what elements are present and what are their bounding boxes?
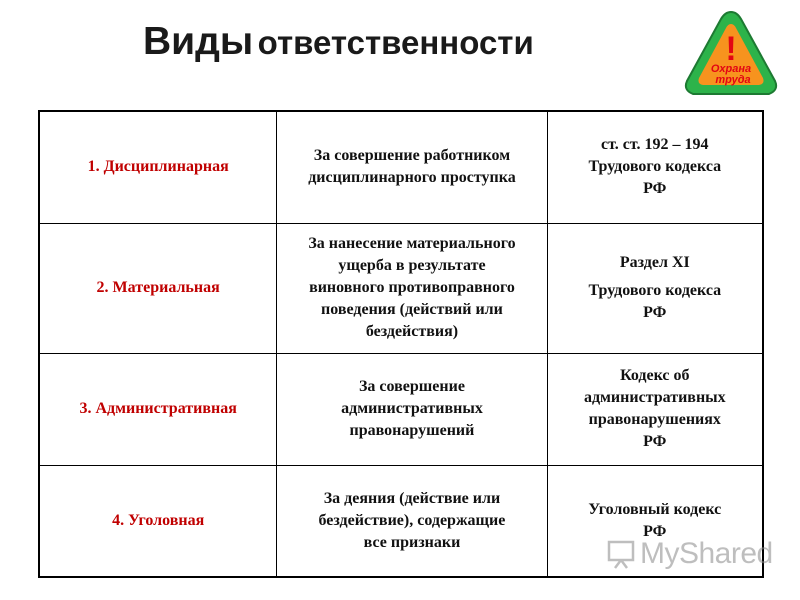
basis-line: За совершение работником xyxy=(313,147,511,165)
table-row xyxy=(39,353,763,465)
basis-line: ущерба в результате xyxy=(338,257,486,274)
law-line: Уголовный кодекс xyxy=(588,500,722,518)
law-line: РФ xyxy=(643,180,667,198)
basis-line: поведения (действий или xyxy=(321,301,503,318)
legal-source xyxy=(547,111,763,223)
slide-title xyxy=(143,22,534,61)
slide-title-word-1: Виды xyxy=(143,20,254,63)
basis-line: За деяния (действие или xyxy=(323,489,501,507)
exclamation-icon: ! xyxy=(725,30,737,68)
myshared-watermark xyxy=(606,536,773,572)
law-line: РФ xyxy=(643,522,667,540)
responsibility-type: 2. Материальная xyxy=(39,223,277,353)
law-line: РФ xyxy=(643,433,667,450)
basis-line: виновного противоправного xyxy=(309,279,515,296)
responsibility-basis xyxy=(277,223,547,353)
basis-line: бездействие), содержащие xyxy=(318,511,506,529)
basis-line: За совершение xyxy=(358,378,465,395)
logo-text-line2: труда xyxy=(715,74,751,86)
presentation-board-icon xyxy=(606,539,636,569)
law-line: РФ xyxy=(643,304,667,321)
law-line: Трудового кодекса xyxy=(588,158,722,176)
law-line: административных xyxy=(583,389,726,406)
law-line: ст. ст. 192 – 194 xyxy=(601,136,709,154)
responsibility-table xyxy=(38,110,764,578)
law-line: Раздел XI xyxy=(619,254,690,271)
responsibility-type: 3. Административная xyxy=(39,353,277,465)
basis-line: За нанесение материального xyxy=(308,235,516,252)
logo-text-line1: Охрана xyxy=(710,63,752,75)
basis-line: все признаки xyxy=(363,533,461,551)
basis-line: дисциплинарного проступка xyxy=(308,169,516,187)
responsibility-type: 1. Дисциплинарная xyxy=(39,111,277,223)
labor-safety-logo xyxy=(683,8,779,104)
responsibility-basis xyxy=(277,353,547,465)
responsibility-type: 4. Уголовная xyxy=(39,465,277,577)
basis-line: административных xyxy=(341,400,483,417)
watermark-text: MyShared xyxy=(640,537,773,570)
legal-source xyxy=(547,353,763,465)
slide-title-word-2: ответственности xyxy=(257,24,534,61)
table-row xyxy=(39,223,763,353)
legal-source xyxy=(547,223,763,353)
law-line: Трудового кодекса xyxy=(588,282,722,299)
responsibility-basis xyxy=(277,111,547,223)
responsibility-basis xyxy=(277,465,547,577)
law-line: Кодекс об xyxy=(620,367,690,384)
basis-line: бездействия) xyxy=(365,323,459,340)
law-line: правонарушениях xyxy=(588,411,721,428)
table-row xyxy=(39,111,763,223)
basis-line: правонарушений xyxy=(349,422,475,439)
